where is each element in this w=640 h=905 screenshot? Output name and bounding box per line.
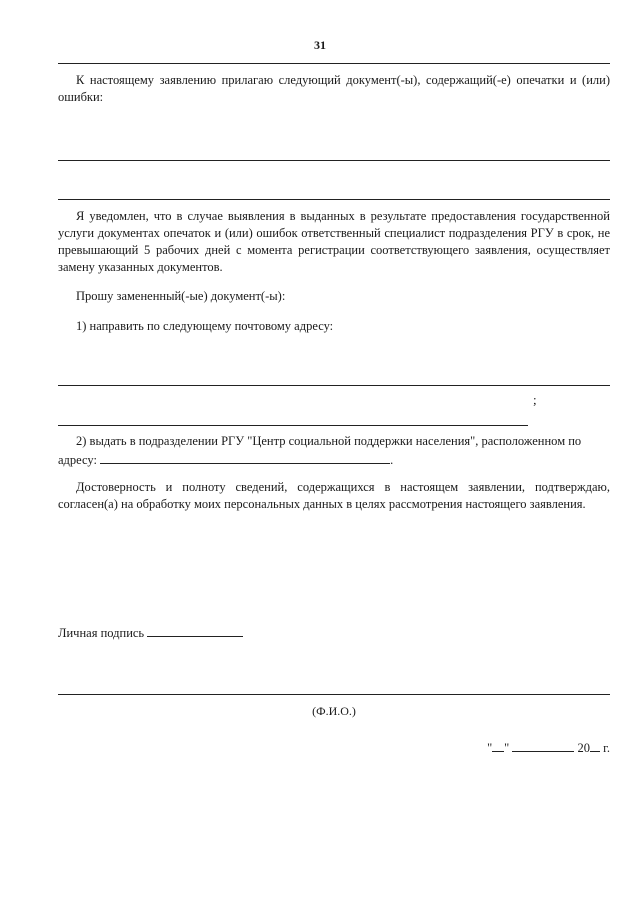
fio-label: (Ф.И.О.)	[312, 704, 356, 718]
attachment-blank-line-1	[58, 160, 610, 161]
signature-blank	[147, 624, 243, 637]
date-suffix: г.	[603, 741, 610, 755]
semicolon: ;	[533, 392, 537, 407]
attachment-paragraph: К настоящему заявлению прилагаю следующий документ(-ы), содержащий(-е) опечатки и (или) ошибки:	[58, 73, 610, 104]
address-period: .	[390, 453, 394, 467]
date-year-blank	[590, 739, 600, 752]
signature-label: Личная подпись	[58, 626, 145, 640]
date-open-quote: "	[487, 741, 493, 755]
date-year-prefix: 20	[577, 741, 591, 755]
page-number: 31	[314, 38, 326, 52]
postal-address-line-1	[58, 385, 610, 386]
date-month-blank	[512, 739, 574, 752]
fio-line	[58, 694, 610, 695]
address-blank	[100, 451, 390, 464]
address-label: адресу:	[58, 453, 97, 467]
signature-line	[58, 624, 610, 642]
consent-paragraph: Достоверность и полноту сведений, содержащихся в настоящем заявлении, подтверждаю, согласен(а) на обработку моих персональных данных в целях рассмотрения настоящего заявления.	[58, 480, 610, 511]
attachment-blank-line-2	[58, 199, 610, 200]
notice-paragraph: Я уведомлен, что в случае выявления в выданных в результате предоставления государственной услуги документах опечаток и (или) ошибок ответственный специалист подразделения РГУ в срок, не превышающий 5 рабочих дней с момента регистрации соответствующего заявления, осуществляет замену указанных документов.	[58, 209, 610, 274]
option-1-line: 1) направить по следующему почтовому адресу:	[76, 319, 334, 333]
date-line	[58, 739, 610, 757]
option-2-address-line	[58, 451, 610, 469]
request-line: Прошу замененный(-ые) документ(-ы):	[76, 289, 286, 303]
date-day-blank	[492, 739, 504, 752]
header-rule	[58, 63, 610, 64]
date-close-quote: "	[504, 741, 510, 755]
postal-address-line-2	[58, 425, 528, 426]
option-2-line: 2) выдать в подразделении РГУ "Центр социальной поддержки населения", расположенном по	[76, 434, 582, 448]
